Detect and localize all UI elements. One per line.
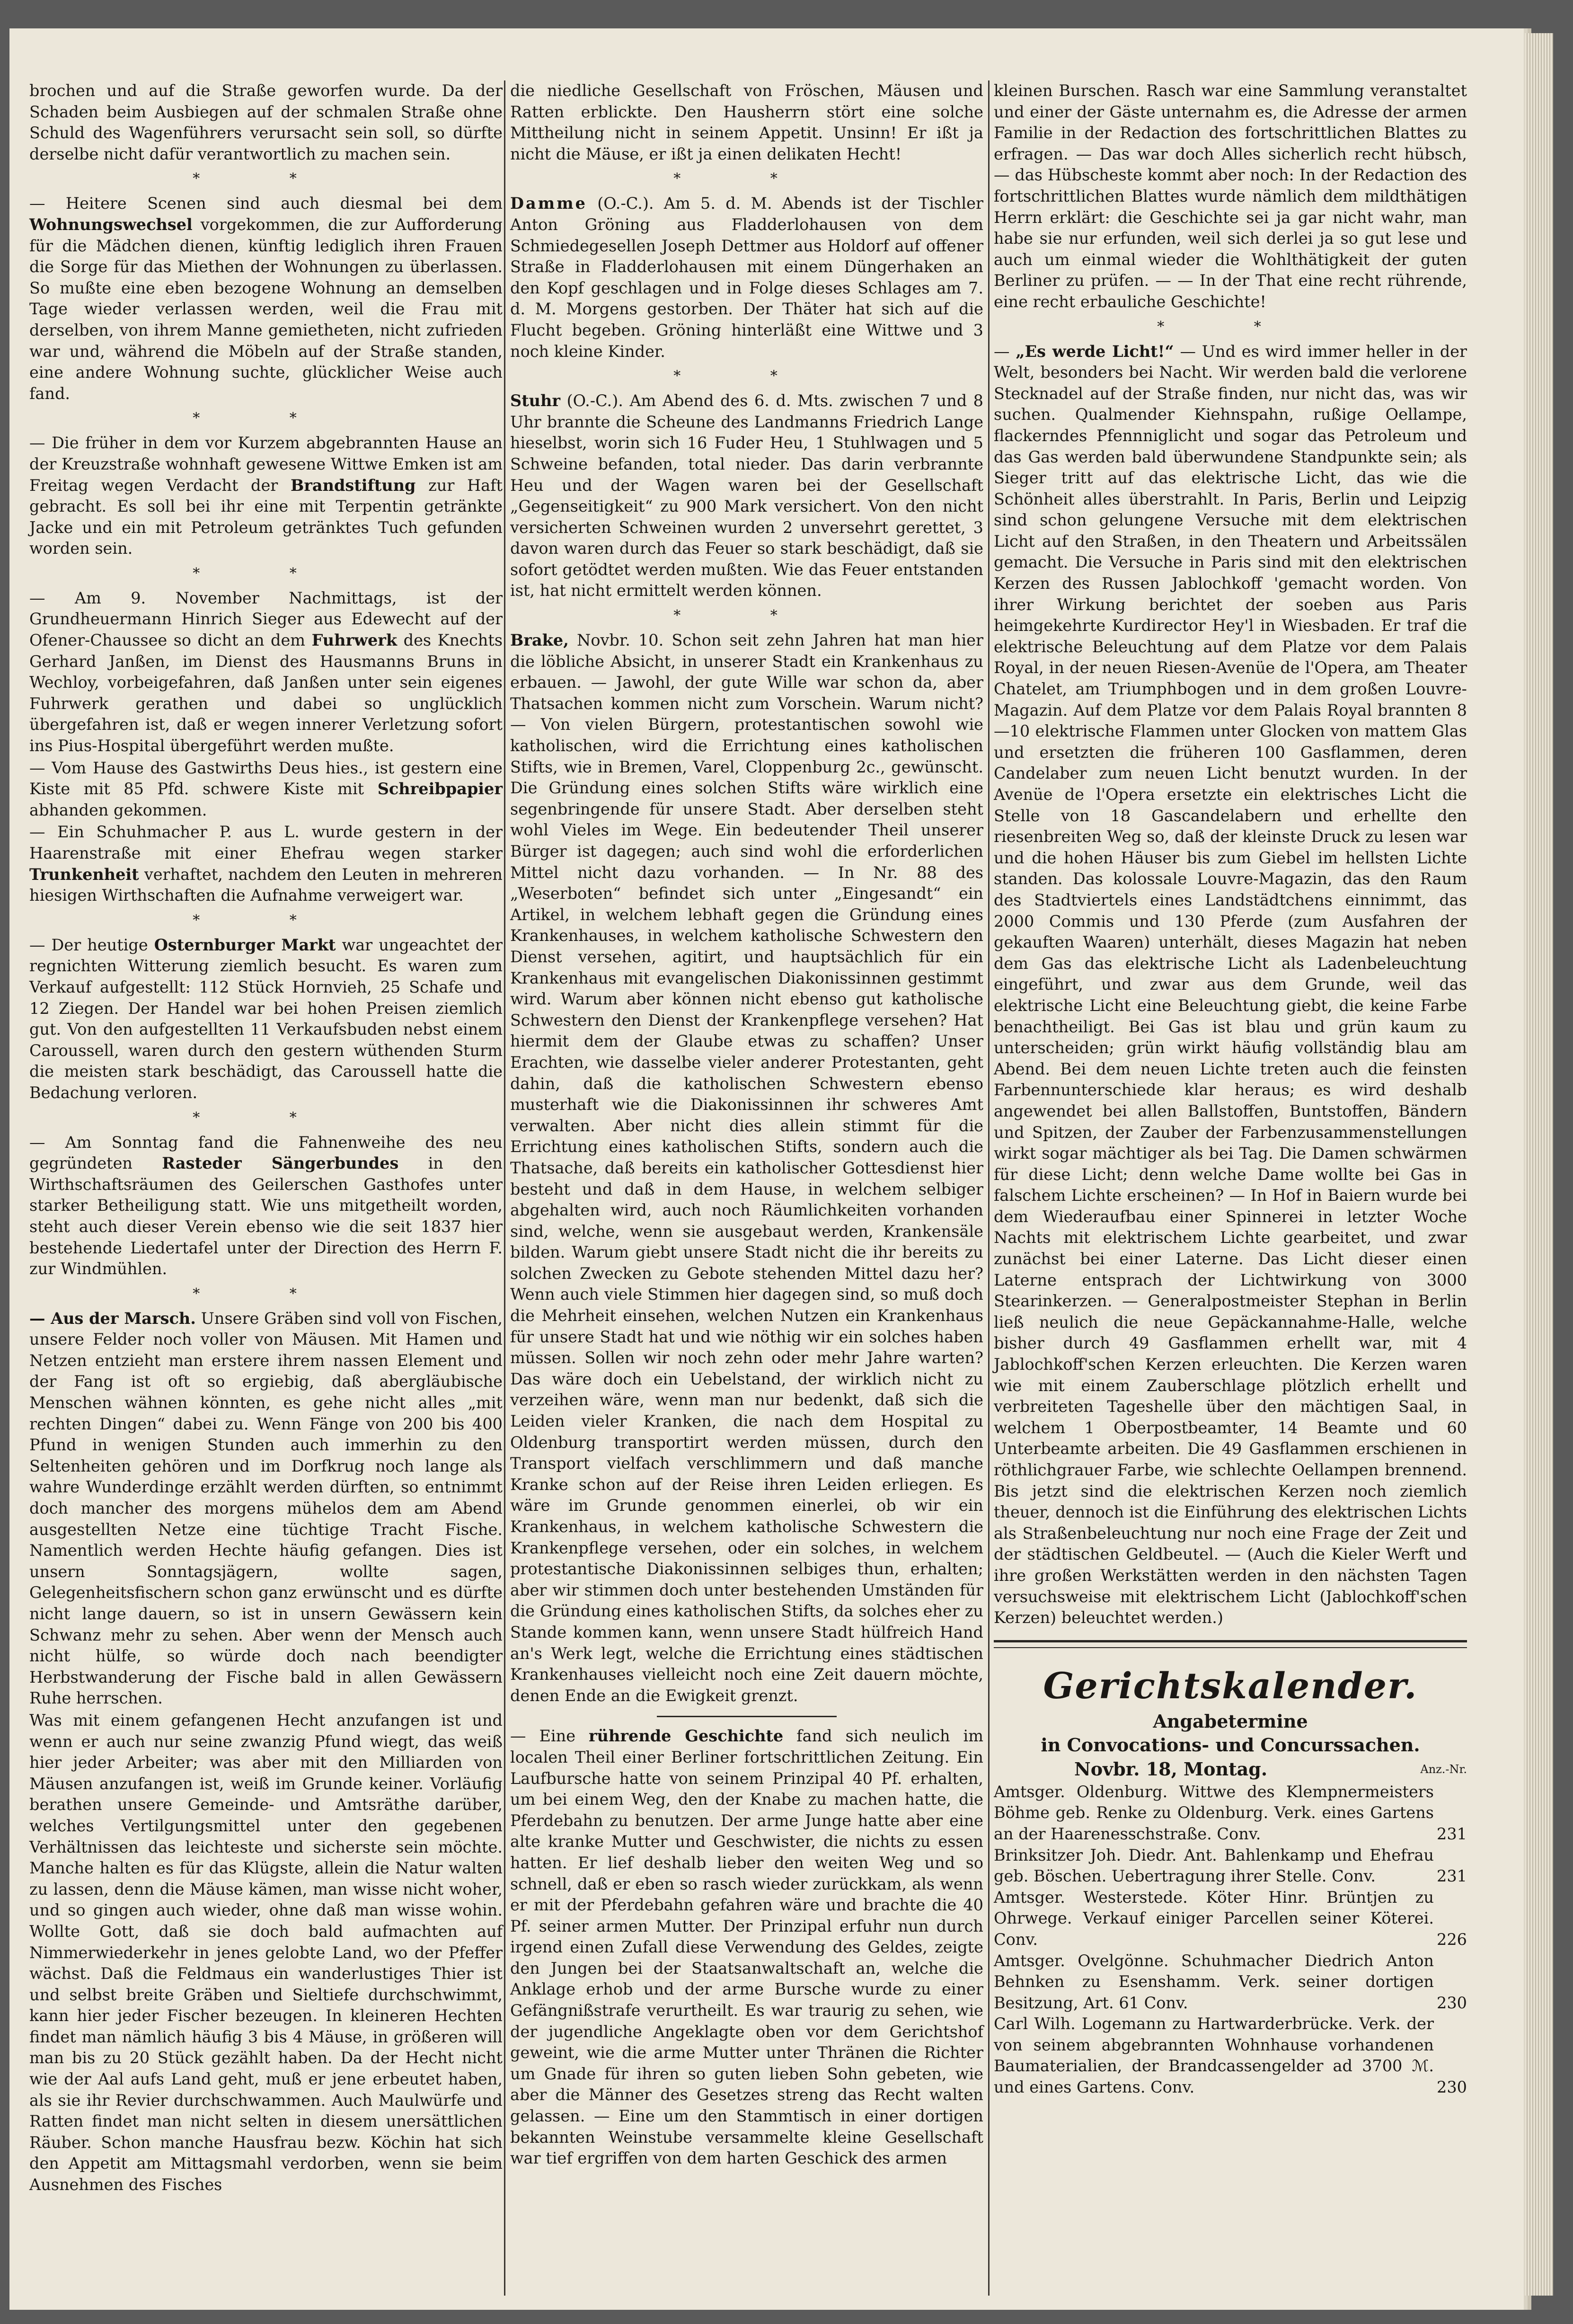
column-2: [510, 80, 983, 2169]
separator-stars: * *: [193, 1109, 339, 1126]
list-item: Brinksitzer Joh. Diedr. Ant. Bahlenkamp und Ehefrau geb. Böschen. Uebertragung ihrer Stelle. Conv. 231: [994, 1845, 1467, 1887]
article-text: kleinen Burschen. Rasch war eine Sammlung veranstaltet und einer der Gäste unternahm es, die Adresse der armen Familie in der Redaction des fortschrittlichen Blattes zu erfragen. — Das war doch Alles sicherlich recht hübsch, — das Hübscheste kommt aber noch: In der Redaction des fortschrittlichen Blattes wurde nämlich dem mildthätigen Herrn erklärt: die Geschichte sei ja gar nicht wahr, man habe sie nur erfunden, weil sich derlei ja so gut lese und auch um einmal wieder die Wohlthätigkeit der guten Berliner zu prüfen. — — In der That eine recht rührende, eine recht erbauliche Geschichte!: [994, 81, 1467, 311]
separator-stars: * *: [193, 170, 339, 187]
separator-stars: * *: [673, 607, 820, 624]
article-headline: Brake,: [510, 631, 569, 650]
separator-stars: * *: [193, 410, 339, 427]
column-1: [29, 80, 503, 2196]
column-3: [994, 80, 1467, 2098]
number-label: Anz.-Nr.: [1420, 1762, 1467, 1776]
article-trunkenheit: — Ein Schuhmacher P. aus L. wurde gestern in der Haarenstraße mit einer Ehefrau wegen starker Trunkenheit verhaftet, nachdem den Leuten in mehreren hiesigen Wirthschaften die Aufnahme verweigert war.: [29, 823, 503, 905]
separator-stars: * *: [193, 1285, 339, 1302]
article-brake: Brake, Novbr. 10. Schon seit zehn Jahren hat man hier die löbliche Absicht, in unserer Stadt ein Krankenhaus zu erbauen. — Jawohl, der gute Wille war schon da, aber Thatsachen kommen nicht zum Vorschein. Warum nicht? — Von vielen Bürgern, protestantischen sowohl wie katholischen, wird die Errichtung eines katholischen Stifts, wie in Bremen, Varel, Cloppenburg 2c., gewünscht. Die Gründung eines solchen Stifts wäre wirklich eine segenbringende für unsere Stadt. Aber derselben steht wohl Vieles im Wege. Ein bedeutender Theil unserer Bürger ist dagegen; auch sind wohl die erforderlichen Mittel nicht dazu vorhanden. — In Nr. 88 des „Weserboten“ befindet sich unter „Eingesandt“ ein Artikel, in welchem lebhaft gegen die Gründung eines Krankenhauses, in welchem katholische Schwestern den Dienst versehen, agitirt, und hauptsächlich für ein Krankenhaus mit evangelischen Diakonissinnen gestimmt wird. Warum aber können nicht ebenso gut katholische Schwestern den Dienst der Krankenpflege versehen? Hat hiermit dem der Glaube etwas zu schaffen? Unser Erachten, wie dasselbe vieler anderer Protestanten, geht dahin, daß die katholischen Schwestern ebenso musterhaft wie die Diakonissinnen ihr schweres Amt verwalten. Aber nicht dies allein stimmt für die Errichtung eines katholischen Stifts, sondern auch die Thatsache, daß bereits ein katholischer Gottesdienst hier besteht und daß in dem Hause, in welchem selbiger abgehalten wird, auch noch Räumlichkeiten vorhanden sind, welche, wenn sie ausgebaut werden, Krankensäle bilden. Warum giebt unsere Stadt nicht die ihr bereits zu solchen Zwecken zu Gebote stehenden Mittel dazu her? Wenn auch viele Stimmen hier dagegen sind, so muß doch die Mehrheit einsehen, welchen Nutzen ein Krankenhaus für unsere Stadt hat und wie nöthig wir ein solches haben müssen. Sollen wir noch zehn oder mehr Jahre warten? Das wäre doch ein Uebelstand, der wirklich nicht zu verzeihen wäre, wenn man nur bedenkt, daß sich die Leiden vieler Kranken, die nach dem Hospital zu Oldenburg transportirt werden müssen, durch den Transport vielfach verschlimmern und daß manche Kranke schon auf der Reise ihren Leiden erliegen. Es wäre im Grunde genommen einerlei, ob wir ein Krankenhaus, in welchem katholische Schwestern die Krankenpflege versehen, oder ein solches, in welchem protestantische Diakonissinnen selbiges thun, erhalten; aber wir stimmen doch unter bestehenden Umständen für die Gründung eines katholischen Stifts, da solches eher zu Stande kommen kann, wenn unsere Stadt hülfreich Hand an's Werk legt, welche die Errichtung eines städtischen Krankenhauses vielleicht noch eine Zeit dauern möchte, denen Ende an die Ewigkeit grenzt.: [510, 631, 983, 1705]
list-item: Carl Wilh. Logemann zu Hartwarderbrücke. Verk. der von seinem abgebrannten Wohnhause vorhandenen Baumaterialien, der Brandcassengelder ad 3700 ℳ. und eines Gartens. Conv. 230: [994, 2014, 1467, 2098]
entry-number: 231: [1437, 1867, 1467, 1886]
date-row: [994, 1757, 1467, 1782]
gerichtskalender: [994, 1662, 1467, 2098]
article-wohnungswechsel: — Heitere Scenen sind auch diesmal bei dem Wohnungswechsel vorgekommen, die zur Aufforderung für die Mädchen dienen, künftig lediglich ihren Frauen die Sorge für das Miethen der Wohnungen zu überlassen. So mußte eine eben bezogene Wohnung an demselben Tage wieder verlassen werden, weil die Frau mit derselben, von ihrem Manne gemietheten, nicht zufrieden war und, während die Möbeln auf der Straße standen, eine andere Wohnung suchte, glücklicher Weise auch fand.: [29, 194, 503, 403]
separator-stars: * *: [193, 565, 339, 582]
article-saengerbund: — Am Sonntag fand die Fahnenweihe des neu gegründeten Rasteder Sängerbundes in den Wirthschaftsräumen des Geilerschen Gasthofes unter starker Betheiligung statt. Wie uns mitgetheilt worden, steht auch dieser Verein ebenso wie die seit 1837 hier bestehende Liedertafel unter der Direction des Herrn F. zur Windmühlen.: [29, 1133, 503, 1278]
divider: [657, 1716, 837, 1717]
entry-number: 230: [1437, 1993, 1467, 2012]
list-item: Amtsger. Oldenburg. Wittwe des Klempnermeisters Böhme geb. Renke zu Oldenburg. Verk. eines Gartens an der Haarenesschstraße. Conv. 231: [994, 1782, 1467, 1845]
separator-stars: * *: [1157, 318, 1304, 335]
entry-number: 230: [1437, 2078, 1467, 2097]
article-headline: „Es werde Licht!“: [1016, 342, 1174, 361]
list-item: Amtsger. Ovelgönne. Schuhmacher Diedrich Anton Behnken zu Esenshamm. Verk. seiner dortigen Besitzung, Art. 61 Conv. 230: [994, 1951, 1467, 2014]
list-item: Amtsger. Westerstede. Köter Hinr. Brüntjen zu Ohrwege. Verkauf einiger Parcellen seiner Köterei. Conv. 226: [994, 1887, 1467, 1951]
article-headline: Rasteder Sängerbundes: [162, 1154, 399, 1173]
article-es-werde-licht: — „Es werde Licht!“ — Und es wird immer heller in der Welt, besonders bei Nacht. Wir werden bald die verlorene Stecknadel auf der Straße finden, nur nicht das, was wir suchen. Qualmender Kiehnspahn, rußige Oellampe, flackerndes Pfennniglicht und sogar das Petroleum und das Gas werden bald überwundene Standpunkte sein; als Sieger tritt auf das elektrische Licht, das wie die Schönheit alles überstrahlt. In Paris, Berlin und Leipzig sind schon gelungene Versuche mit dem elektrischen Licht auf den Straßen, in den Theatern und Arbeitssälen gemacht. Die Versuche in Paris sind mit den elektrischen Kerzen des Russen Jablochkoff 'gemacht worden. Von ihrer Wirkung berichtet der soeben aus Paris heimgekehrte Kurdirector Hey'l in Wiesbaden. Er traf die elektrische Beleuchtung auf dem Platze vor dem Palais Royal, in der neuen Riesen-Avenüe de l'Opera, am Theater Chatelet, am Triumphbogen und in dem großen Louvre-Magazin. Auf dem Platze vor dem Palais Royal brannten 8—10 elektrische Flammen unter Glocken von mattem Glas und ersetzten die früheren 100 Gasflammen, deren Candelaber zum neuen Licht benutzt wurden. In der Avenüe de l'Opera ersetzte ein elektrisches Licht die Stelle von 18 Gascandelabern und erhellte den riesenbreiten Weg so, daß der kleinste Druck zu lesen war und die hohen Häuser bis zum Giebel im hellsten Lichte standen. Das kolossale Louvre-Magazin, das den Raum des Stadtviertels eines Landstädtchens einnimmt, das 2000 Commis und 130 Pferde (zum Ausfahren der gekauften Waaren) unterhält, dieses Magazin hat neben dem Gas das elektrische Licht als Ladenbeleuchtung eingeführt, und zwar aus dem Grunde, weil das elektrische Licht eine Beleuchtung giebt, die keine Farbe benachtheiligt. Bei Gas ist blau und grün kaum zu unterscheiden; grün wirkt häufig vollständig blau am Abend. Bei dem neuen Lichte treten auch die feinsten Farbennunterschiede klar heraus; es wird deshalb angewendet bei allen Ballstoffen, Buntstoffen, Bändern und Spitzen, der Zauber der Farbenzusammenstellungen wirkt sogar mächtiger als bei Tag. Die Damen schwärmen für diese Licht; denn welche Dame wollte bei Gas in falschem Lichte erscheinen? — In Hof in Baiern wurde bei dem Wiederaufbau einer Spinnerei in letzter Woche Nachts mit elektrischem Lichte gearbeitet, und zwar zunächst bei einer Laterne. Das Licht dieser einen Laterne entsprach der Lichtwirkung von 3000 Stearinkerzen. — Generalpostmeister Stephan in Berlin ließ neulich die neue Gepäckannahme-Halle, welche bisher durch 49 Gasflammen erhellt war, mit 4 Jablochkoff'schen Kerzen erleuchten. Die Kerzen waren wie mit einem Zauberschlage plötzlich erhellt und verbreiteten Tageshelle über den mächtigen Saal, in welchem 1 Oberpostbeamter, 14 Beamte und 60 Unterbeamte arbeiten. Die 49 Gasflammen erschienen in röthlichgrauer Farbe, wie schlechte Oellampen brennend. Bis jetzt sind die elektrischen Kerzen noch ziemlich theuer, dennoch ist die Einführung des elektrischen Lichts als Straßenbeleuchtung nur noch eine Frage der Zeit und der städtischen Geldbeutel. — (Auch die Kieler Werft und ihre großen Werkstätten werden in den nächsten Tagen versuchsweise mit elektrischem Licht (Jablochkoff'schen Kerzen) beleuchtet werden.): [994, 342, 1467, 1627]
article-schreibpapier: — Vom Hause des Gastwirths Deus hies., ist gestern eine Kiste mit 85 Pfd. schwere Kiste mit Schreibpapier abhanden gekommen.: [29, 758, 503, 819]
article-headline: Fuhrwerk: [311, 631, 398, 650]
separator-stars: * *: [673, 170, 820, 187]
article-text: brochen und auf die Straße geworfen wurde. Da der Schaden beim Ausbiegen auf der schmalen Straße ohne Schuld des Wagenführers verursacht sein soll, so dürfte derselbe nicht dafür verantwortlich zu machen sein.: [29, 81, 503, 163]
article-headline: Brandstiftung: [290, 476, 416, 495]
section-subtitle: Angabetermine: [1153, 1710, 1308, 1732]
article-damme: Damme (O.-C.). Am 5. d. M. Abends ist der Tischler Anton Gröning aus Fladderlohausen von dem Schmiedegesellen Joseph Dettmer aus Holdorf auf offener Straße in Fladderlohausen mit einem Düngerhaken an den Kopf geschlagen und in Folge dieses Schlages am 7. d. M. Morgens gestorben. Der Thäter hat sich auf die Flucht begeben. Gröning hinterläßt eine Wittwe und 3 noch kleine Kinder.: [510, 194, 983, 361]
separator-stars: * *: [193, 912, 339, 929]
section-subtitle: in Convocations- und Concurssachen.: [1041, 1734, 1420, 1756]
article-headline: Trunkenheit: [29, 865, 139, 884]
article-text: die niedliche Gesellschaft von Fröschen, Mäusen und Ratten erblickte. Den Hausherrn stört eine solche Mittheilung nicht in seinem Appetit. Unsinn! Er ißt ja nicht die Mäuse, er ißt ja einen delikaten Hecht!: [510, 81, 983, 163]
article-markt: — Der heutige Osternburger Markt war ungeachtet der regnichten Witterung ziemlich besucht. Es waren zum Verkauf aufgestellt: 112 Stück Hornvieh, 25 Schafe und 12 Ziegen. Der Handel war bei hohen Preisen ziemlich gut. Von den aufgestellten 11 Verkaufsbuden nebst einem Caroussell, waren durch den gestern wüthenden Sturm die meisten stark beschädigt, das Caroussell hatte die Bedachung verloren.: [29, 935, 503, 1102]
article-headline: Osternburger Markt: [154, 935, 336, 954]
article-text: Was mit einem gefangenen Hecht anzufangen ist und wenn er auch nur seine zwanzig Pfund wiegt, das weiß hier jeder Arbeiter; was aber mit den Milliarden von Mäusen anzufangen ist, weiß im Grunde keiner. Vorläufig berathen unsere Gemeinde- und Amtsräthe darüber, welches Vertilgungsmittel unter den gegebenen Verhältnissen das leichteste und sicherste sein möchte. Manche halten es für das Klügste, allein die Natur walten zu lassen, denn die Mäuse kämen, man wisse nicht woher, und so gingen auch wieder, ohne daß man wisse wohin. Wollte Gott, daß sie doch bald aufmachten auf Nimmerwiederkehr in jenes gelobte Land, wo der Pfeffer wächst. Daß die Feldmaus ein wanderlustiges Thier ist und selbst breite Gräben und Sieltiefe durchschwimmt, kann hier jeder Fischer bezeugen. In kleineren Hechten findet man nämlich häufig 3 bis 4 Mäuse, in größeren will man bis zu 20 Stück gezählt haben. Da der Hecht nicht wie der Aal aufs Land geht, muß er jene erbeutet haben, als sie ihr Revier durchschwammen. Auch Maulwürfe und Ratten findet man nicht selten in diesem unersättlichen Räuber. Schon manche Hausfrau bezw. Köchin hat sich den Appetit am Mittagsmahl verdorben, wenn sie beim Ausnehmen des Fisches: [29, 1711, 503, 2194]
entry-number: 226: [1437, 1930, 1467, 1949]
article-ruehrende-geschichte: — Eine rührende Geschichte fand sich neulich im localen Theil einer Berliner fortschrittlichen Zeitung. Ein Laufbursche hatte von seinem Prinzipal 40 Pf. erhalten, um bei einem Weg, den der Knabe zu machen hatte, die Pferdebahn zu benutzen. Der arme Junge hatte aber eine alte kranke Mutter und Geschwister, die nichts zu essen hatten. Er lief deshalb lieber den weiten Weg und so schnell, daß er eben so rasch wieder zurückkam, als wenn er mit der Pferdebahn gefahren wäre und brachte die 40 Pf. seiner armen Mutter. Der Prinzipal erfuhr nun durch irgend einen Zufall diese Verwendung des Geldes, zeigte den Jungen bei der Staatsanwaltschaft an, welche die Anklage erhob und der arme Bursche wurde zu einer Gefängnißstrafe verurtheilt. Es war traurig zu sehen, wie der jugendliche Angeklagte oben vor dem Gerichtshof geweint, wie die arme Mutter unter Thränen die Richter um Gnade für ihren so guten lieben Sohn gebeten, wie aber die Männer des Gesetzes streng das Recht walten gelassen. — Eine um den Stammtisch in einer dortigen bekannten Weinstube versammelte kleine Gesellschaft war tief ergriffen von dem harten Geschick des armen: [510, 1727, 984, 2168]
article-brandstiftung: — Die früher in dem vor Kurzem abgebrannten Hause an der Kreuzstraße wohnhaft gewesene Wittwe Emken ist am Freitag wegen Verdacht der Brandstiftung zur Haft gebracht. Es soll bei ihr eine mit Terpentin getränkte Jacke und ein mit Petroleum getränktes Tuch gefunden worden sein.: [29, 434, 503, 558]
column-rule: [988, 80, 990, 2296]
section-rule-thin: [994, 1647, 1467, 1648]
entry-number: 231: [1437, 1824, 1467, 1843]
date-heading: Novbr. 18, Montag.: [1074, 1758, 1268, 1780]
article-fuhrwerk: — Am 9. November Nachmittags, ist der Grundheuermann Hinrich Sieger aus Edewecht auf der Ofener-Chaussee so dicht an dem Fuhrwerk des Knechts Gerhard Janßen, im Dienst des Hausmanns Bruns in Wechloy, vorbeigefahren, daß Janßen unter sein eigenes Fuhrwerk gerathen und dabei so unglücklich übergefahren ist, daß er wegen innerer Verletzung sofort ins Pius-Hospital übergeführt werden mußte.: [29, 588, 503, 755]
separator-stars: * *: [673, 368, 820, 385]
article-headline: Damme: [510, 194, 587, 213]
article-headline: Wohnungswechsel: [29, 215, 193, 234]
section-title: Gerichtskalender.: [1043, 1664, 1418, 1707]
article-headline: rührende Geschichte: [589, 1727, 784, 1746]
section-rule: [994, 1640, 1467, 1642]
article-marsch: — Aus der Marsch. Unsere Gräben sind voll von Fischen, unsere Felder noch voller von Mäusen. Mit Hamen und Netzen entzieht man erstere ihrem nassen Element und der Fang ist oft so ergiebig, daß abergläubische Menschen wähnen könnten, es gehe nicht alles „mit rechten Dingen“ dabei zu. Wenn Fänge von 200 bis 400 Pfund in wenigen Stunden auch immerhin zu den Seltenheiten gehören und im Dorfkrug noch lange als wahre Wunderdinge erzählt werden dürften, so entnimmt doch mancher des morgens mühelos dem am Abend ausgestellten Netze eine tüchtige Tracht Fische. Namentlich werden Hechte häufig gefangen. Dies ist unsern Sonntagsjägern, wollte sagen, Gelegenheitsfischern schon ganz erwünscht und es dürfte nicht lange dauern, so ist in unsern Gewässern kein Schwanz mehr zu sehen. Aber wenn der Mensch auch nicht hülfe, so würde doch nach beendigter Herbstwanderung der Fische bald in allen Gewässern Ruhe herrschen.: [29, 1309, 503, 1708]
article-stuhr: Stuhr (O.-C.). Am Abend des 6. d. Mts. zwischen 7 und 8 Uhr brannte die Scheune des Landmanns Friedrich Lange hieselbst, worin sich 16 Fuder Heu, 1 Stuhlwagen und 5 Schweine befanden, total nieder. Das darin verbrannte Heu und der Wagen waren bei der Gesellschaft „Gegenseitigkeit“ zu 900 Mark versichert. Von den nicht versicherten Schweinen wurden 2 unversehrt gerettet, 3 davon waren durch das Feuer so stark beschädigt, daß sie sofort getödtet werden mußten. Wie das Feuer entstanden ist, hat nicht ermittelt werden können.: [510, 391, 983, 600]
article-headline: — Aus der Marsch.: [29, 1309, 196, 1328]
article-headline: Stuhr: [510, 391, 561, 410]
page-edge: [1525, 33, 1553, 2296]
article-headline: Schreibpapier: [377, 780, 503, 798]
column-rule: [504, 80, 505, 2296]
